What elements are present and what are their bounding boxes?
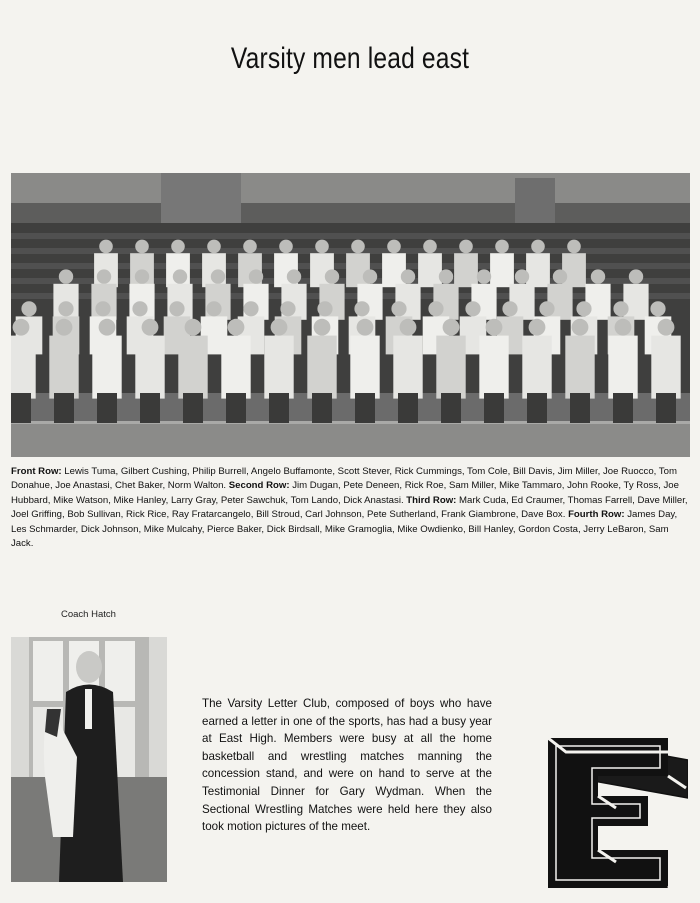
club-description: The Varsity Letter Club, composed of boys who have earned a letter in one of the sports, has had a busy year at East High. Members were busy at all the home basketball and wrestling matches manning the concession stand, and were on hand to serve at the Testimonial Dinner for Gary Wydman. When the Sectional Wrestling Matches were held here they also took motion pictures of the meet. (202, 697, 492, 834)
coach-label: Coach Hatch (61, 609, 116, 620)
page-title: Varsity men lead east (230, 42, 470, 75)
caption-row-label: Front Row: (11, 466, 65, 477)
caption-row-names: James Day, Les Schmarder, Dick Johnson, Mike Mulcahy, Pierce Baker, Dick Birdsall, Mike Gramoglia, Mike Owdienko, Bill Hanley, Gordon Costa, Jerry LeBaron, Sam Jack. (11, 509, 678, 550)
caption-row-label: Fourth Row: (568, 509, 628, 521)
caption-row-names: Mark Cuda, Ed Craumer, Thomas Farrell, Dave Miller, Joel Griffing, Bob Sullivan, Rick Rice, Ray Fratarcangelo, Bill Stroud, Carl Johnson, Pete Sutherland, Frank Giambrone, Dave Box. (11, 494, 688, 521)
coach-photo (11, 637, 167, 882)
caption-row-names: Jim Dugan, Pete Deneen, Rick Roe, Sam Miller, Mike Tammaro, John Rooke, Ty Ross, Joe Hubbard, Mike Watson, Mike Hanley, Larry Gray, Peter Sawchuk, Tom Lando, Dick Anastasi. (11, 480, 679, 506)
caption-row-label: Third Row: (406, 494, 460, 506)
group-photo (11, 173, 690, 457)
caption-row-label: Second Row: (228, 480, 293, 492)
photo-caption (11, 465, 691, 551)
caption-row-names: Lewis Tuma, Gilbert Cushing, Philip Burrell, Angelo Buffamonte, Scott Stever, Rick Cummings, Tom Cole, Bill Davis, Jim Miller, Joe Ruocco, Tom Donahue, Joe Anastasi, Chet Baker, Norm Walton. (11, 466, 677, 492)
varsity-letter-e (548, 738, 688, 888)
